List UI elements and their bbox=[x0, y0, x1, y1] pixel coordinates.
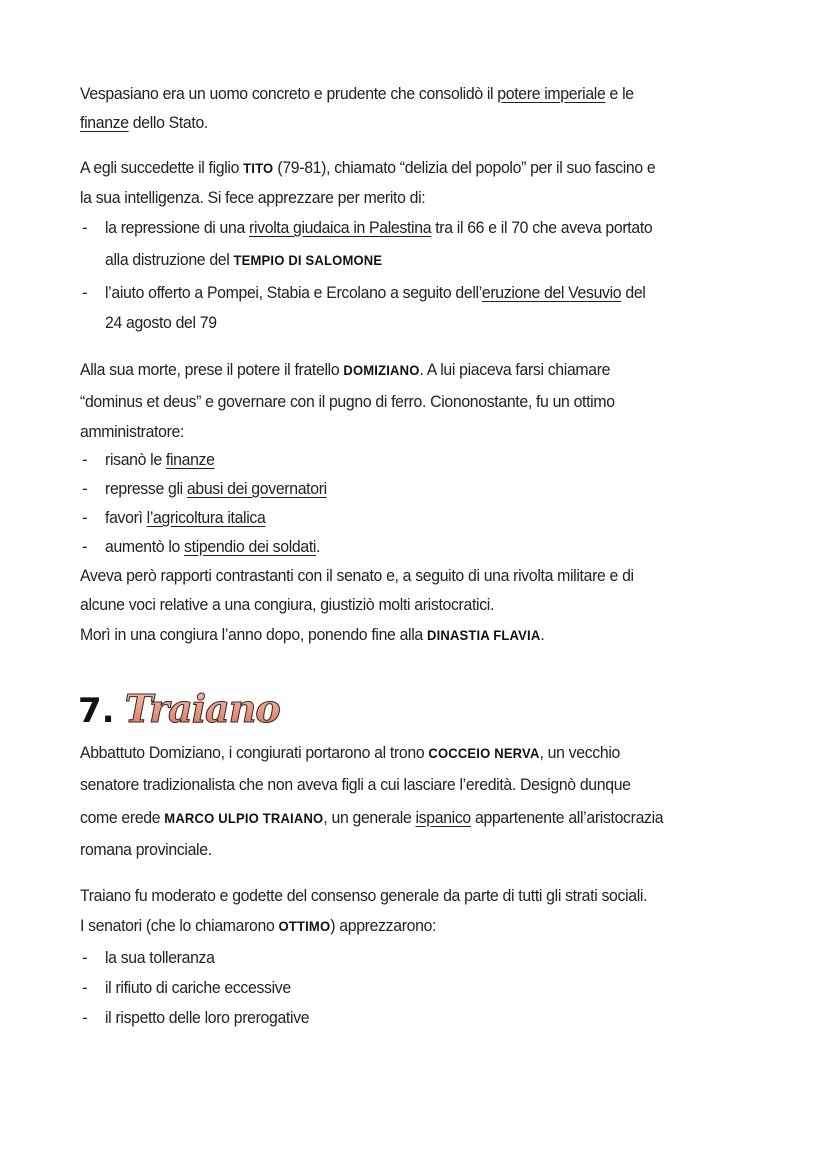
text-run: “dominus et deus” e governare con il pugno di ferro. Ciononostante, fu un ottimo bbox=[80, 392, 615, 411]
bullet-dash: - bbox=[82, 283, 88, 302]
text-run: represse gli bbox=[105, 479, 187, 498]
list-item bbox=[105, 218, 652, 238]
list-item bbox=[105, 1008, 309, 1028]
bullet-dash: - bbox=[82, 1008, 88, 1027]
text-run: senatore tradizionalista che non aveva figli a cui lasciare l’eredità. Designò dunque bbox=[80, 775, 631, 794]
text-run: Aveva però rapporti contrastanti con il senato e, a seguito di una rivolta militare e di bbox=[80, 566, 634, 585]
text-line bbox=[80, 595, 494, 615]
text-run: Vespasiano era un uomo concreto e prudente che consolidò il bbox=[80, 84, 498, 103]
text-run: dello Stato. bbox=[128, 113, 208, 132]
text-run: il rispetto delle loro prerogative bbox=[105, 1008, 310, 1027]
underlined-term: stipendio dei soldati bbox=[184, 537, 317, 556]
underlined-term: finanze bbox=[80, 113, 129, 132]
text-run: e le bbox=[605, 84, 634, 103]
text-run: alcune voci relative a una congiura, giustiziò molti aristocratici. bbox=[80, 595, 495, 614]
list-item bbox=[105, 450, 215, 470]
underlined-term: eruzione del Vesuvio bbox=[481, 283, 622, 302]
bold-keyword: DOMIZIANO bbox=[343, 362, 420, 378]
text-run: (79-81), chiamato “delizia del popolo” per il suo fascino e bbox=[273, 158, 656, 177]
list-item bbox=[105, 479, 327, 499]
list-item bbox=[105, 978, 291, 998]
text-run: aumentò lo bbox=[105, 537, 185, 556]
text-run: romana provinciale. bbox=[80, 840, 212, 859]
text-line bbox=[80, 188, 425, 208]
bold-keyword: COCCEIO NERVA bbox=[428, 745, 540, 761]
text-run: , un generale bbox=[323, 808, 416, 827]
underlined-term: potere imperiale bbox=[497, 84, 606, 103]
list-item bbox=[105, 508, 265, 528]
text-run: alla distruzione del bbox=[105, 250, 234, 269]
list-item bbox=[105, 948, 215, 968]
text-run: Traiano fu moderato e godette del consenso generale da parte di tutti gli strati sociali. bbox=[80, 886, 648, 905]
text-run: . A lui piaceva farsi chiamare bbox=[419, 360, 611, 379]
text-run: Abbattuto Domiziano, i congiurati portarono al trono bbox=[80, 743, 429, 762]
text-run: amministratore: bbox=[80, 422, 185, 441]
text-line bbox=[80, 775, 631, 795]
bold-keyword: TITO bbox=[243, 160, 274, 176]
text-run: il rifiuto di cariche eccessive bbox=[105, 978, 291, 997]
text-run: la sua tolleranza bbox=[105, 948, 215, 967]
text-line bbox=[80, 566, 634, 586]
text-run: A egli succedette il figlio bbox=[80, 158, 244, 177]
underlined-term: ispanico bbox=[415, 808, 471, 827]
bullet-dash: - bbox=[82, 948, 88, 967]
underlined-term: finanze bbox=[165, 450, 215, 469]
text-run: come erede bbox=[80, 808, 165, 827]
text-line bbox=[80, 158, 655, 178]
bullet-dash: - bbox=[82, 450, 88, 469]
text-line bbox=[80, 808, 663, 828]
list-item bbox=[105, 283, 645, 303]
text-run: . bbox=[540, 625, 545, 644]
text-line bbox=[80, 392, 615, 412]
bold-keyword: TEMPIO DI SALOMONE bbox=[233, 252, 383, 268]
text-line bbox=[80, 84, 634, 104]
bullet-dash: - bbox=[82, 479, 88, 498]
bullet-dash: - bbox=[82, 537, 88, 556]
text-run: favorì bbox=[105, 508, 147, 527]
section-heading bbox=[78, 686, 280, 731]
text-line bbox=[80, 113, 208, 133]
text-run: l’aiuto offerto a Pompei, Stabia e Ercolano a seguito dell’ bbox=[105, 283, 482, 302]
text-run: Alla sua morte, prese il potere il fratello bbox=[80, 360, 344, 379]
text-run: ) apprezzarono: bbox=[330, 916, 437, 935]
text-line bbox=[105, 313, 217, 333]
text-run: I senatori (che lo chiamarono bbox=[80, 916, 279, 935]
text-line bbox=[80, 916, 436, 936]
text-run: , un vecchio bbox=[539, 743, 621, 762]
text-run: . bbox=[316, 537, 321, 556]
underlined-term: l’agricoltura italica bbox=[146, 508, 266, 527]
text-run: tra il 66 e il 70 che aveva portato bbox=[431, 218, 653, 237]
bold-keyword: DINASTIA FLAVIA bbox=[426, 627, 541, 643]
bold-keyword: OTTIMO bbox=[278, 918, 331, 934]
text-line bbox=[80, 625, 545, 645]
bold-keyword: MARCO ULPIO TRAIANO bbox=[164, 810, 324, 826]
underlined-term: abusi dei governatori bbox=[186, 479, 327, 498]
text-run: la repressione di una bbox=[105, 218, 250, 237]
text-run: la sua intelligenza. Si fece apprezzare per merito di: bbox=[80, 188, 426, 207]
text-line bbox=[80, 422, 184, 442]
text-line bbox=[80, 840, 212, 860]
text-line bbox=[80, 886, 647, 906]
underlined-term: rivolta giudaica in Palestina bbox=[249, 218, 432, 237]
text-run: risanò le bbox=[105, 450, 166, 469]
list-item bbox=[105, 537, 320, 557]
text-run: appartenente all’aristocrazia bbox=[470, 808, 664, 827]
bullet-dash: - bbox=[82, 508, 88, 527]
text-run: 24 agosto del 79 bbox=[105, 313, 217, 332]
bullet-dash: - bbox=[82, 978, 88, 997]
bullet-dash: - bbox=[82, 218, 88, 237]
text-line bbox=[80, 743, 620, 763]
text-run: Morì in una congiura l’anno dopo, ponendo fine alla bbox=[80, 625, 427, 644]
text-line bbox=[80, 360, 610, 380]
section-title: Traiano bbox=[124, 686, 280, 731]
text-line bbox=[105, 250, 382, 270]
text-run: del bbox=[621, 283, 646, 302]
section-number: 7. bbox=[78, 691, 115, 731]
